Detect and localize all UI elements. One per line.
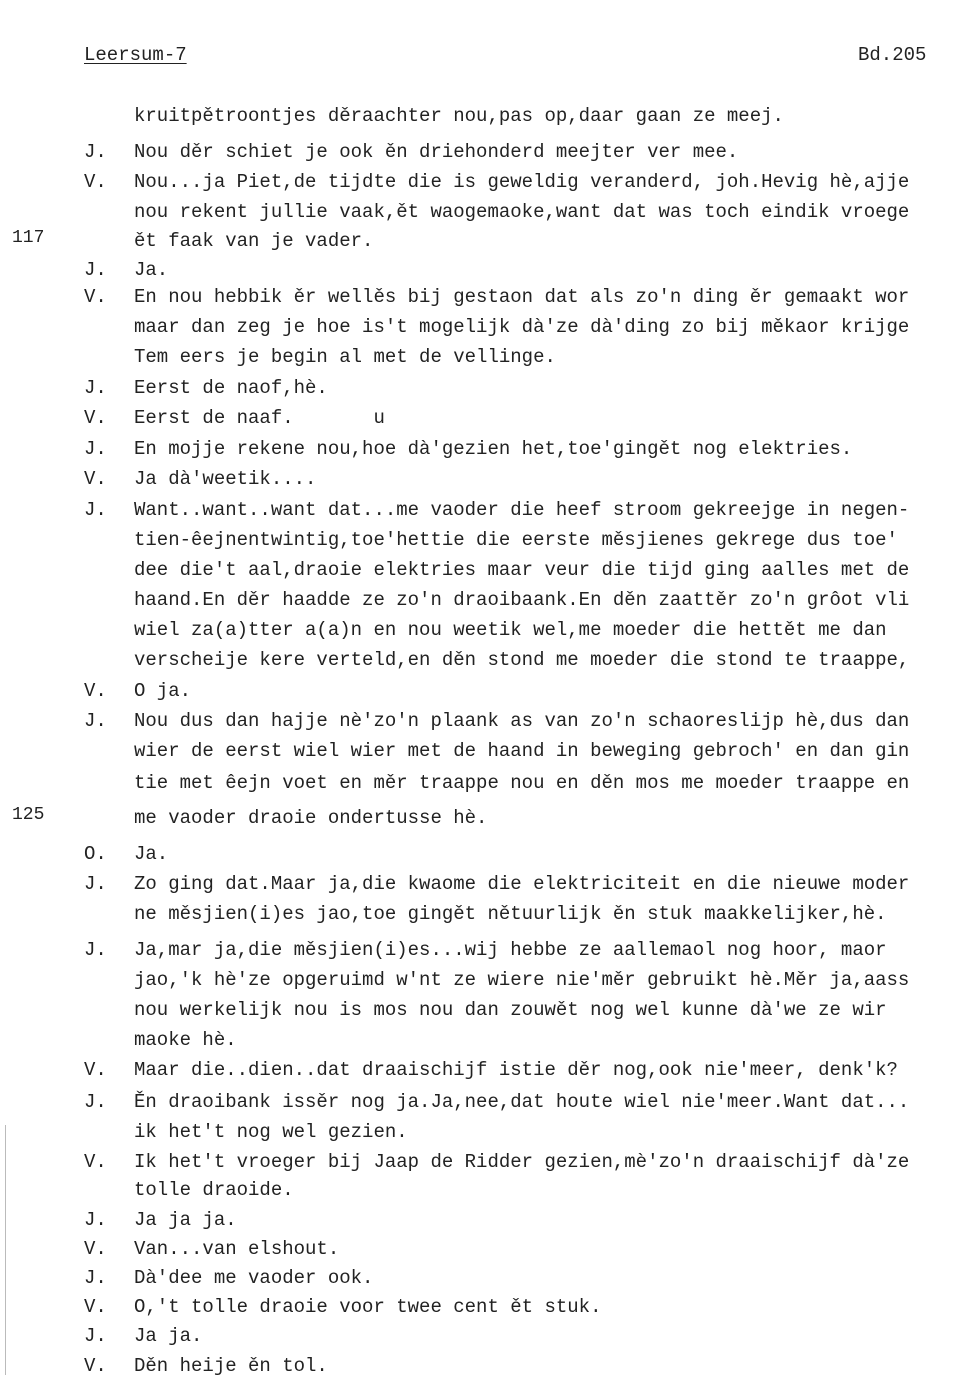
line-text: jao,'k hè'ze opgeruimd w'nt ze wiere nie'měr gebruikt hè.Měr ja,aass: [134, 969, 910, 991]
line-text: haand.En děr haadde ze zo'n draoibaank.En děn zaattěr zo'n grôot vli: [134, 589, 910, 611]
line-text: En mojje rekene nou,hoe dà'gezien het,toe'gingět nog elektries.: [134, 438, 853, 460]
speaker-label: O.: [84, 843, 107, 865]
margin-line-number: 125: [12, 805, 45, 825]
line-text: ět faak van je vader.: [134, 230, 374, 252]
transcript-line: [0, 103, 966, 129]
speaker-label: J.: [84, 1209, 107, 1231]
speaker-label: J.: [84, 873, 107, 895]
transcript-line: [0, 1236, 966, 1262]
transcript-line: [0, 497, 966, 523]
line-text: Ja,mar ja,die měsjien(i)es...wij hebbe ze aallemaol nog hoor, maor: [134, 939, 887, 961]
transcript-line: [0, 436, 966, 462]
line-text: kruitpětroontjes děraachter nou,pas op,daar gaan ze meej.: [134, 105, 784, 127]
line-text: Ja.: [134, 259, 169, 281]
line-text: maar dan zeg je hoe is't mogelijk dà'ze dà'ding zo bij měkaor krijge: [134, 316, 910, 338]
speaker-label: J.: [84, 1091, 107, 1113]
transcript-line: [0, 1057, 966, 1083]
line-text: nou werkelijk nou is mos nou dan zouwět nog wel kunne dà'we ze wir: [134, 999, 887, 1021]
transcript-line: [0, 770, 966, 796]
line-text: wier de eerst wiel wier met de haand in beweging gebroch' en dan gin: [134, 740, 910, 762]
transcript-line: [0, 257, 966, 283]
line-text: me vaoder draoie ondertusse hè.: [134, 807, 488, 829]
speaker-label: V.: [84, 468, 107, 490]
line-text: Eerst de naof,hè.: [134, 377, 328, 399]
line-text: wiel za(a)tter a(a)n en nou weetik wel,me moeder die hettět me dan: [134, 619, 887, 641]
speaker-label: J.: [84, 710, 107, 732]
margin-line-number: 117: [12, 228, 45, 248]
transcript-line: [0, 678, 966, 704]
line-text: Zo ging dat.Maar ja,die kwaome die elektriciteit en die nieuwe moder: [134, 873, 910, 895]
speaker-label: V.: [84, 1355, 107, 1377]
speaker-label: V.: [84, 286, 107, 308]
speaker-label: V.: [84, 1296, 107, 1318]
transcript-line: [0, 708, 966, 734]
line-text: Nou...ja Piet,de tijdte die is geweldig veranderd, joh.Hevig hè,ajje: [134, 171, 910, 193]
transcript-line: [0, 199, 966, 225]
transcript-line: [0, 1119, 966, 1145]
line-text: Want..want..want dat...me vaoder die heef stroom gekreejge in negen-: [134, 499, 910, 521]
transcript-line: [0, 997, 966, 1023]
line-text: dee die't aal,draoie elektries maar veur die tijd ging aalles met de: [134, 559, 910, 581]
line-text: Nou dus dan hajje nè'zo'n plaank as van zo'n schaoreslijp hè,dus dan: [134, 710, 910, 732]
transcript-line: [0, 527, 966, 553]
speaker-label: J.: [84, 141, 107, 163]
transcript-line: [0, 1323, 966, 1349]
speaker-label: V.: [84, 171, 107, 193]
speaker-label: V.: [84, 1238, 107, 1260]
line-text: Děn heije ěn tol.: [134, 1355, 328, 1377]
line-text: nou rekent jullie vaak,ět waogemaoke,want dat was toch eindik vroege: [134, 201, 910, 223]
transcript-line: [0, 284, 966, 310]
line-text: Ja.: [134, 843, 169, 865]
header-location: Leersum-7: [84, 44, 187, 66]
speaker-label: J.: [84, 438, 107, 460]
line-text: O,'t tolle draoie voor twee cent ět stuk.: [134, 1296, 602, 1318]
transcript-line: [0, 1265, 966, 1291]
transcript-line: [0, 169, 966, 195]
line-text: Van...van elshout.: [134, 1238, 340, 1260]
transcript-line: [0, 1207, 966, 1233]
speaker-label: V.: [84, 1151, 107, 1173]
transcript-line: [0, 1294, 966, 1320]
transcript-line: [0, 314, 966, 340]
line-text: ik het't nog wel gezien.: [134, 1121, 408, 1143]
transcript-line: [0, 937, 966, 963]
transcript-line: [0, 967, 966, 993]
line-text: Ja ja.: [134, 1325, 203, 1347]
transcript-line: [0, 1089, 966, 1115]
transcript-line: [0, 228, 966, 254]
transcript-line: [0, 405, 966, 431]
transcript-line: [0, 139, 966, 165]
line-text: Nou děr schiet je ook ěn driehonderd meejter ver mee.: [134, 141, 739, 163]
line-text: O ja.: [134, 680, 192, 702]
speaker-label: J.: [84, 1267, 107, 1289]
line-text: ne měsjien(i)es jao,toe gingět nětuurlijk ěn stuk maakkelijker,hè.: [134, 903, 887, 925]
transcript-line: [0, 1027, 966, 1053]
transcript-line: [0, 587, 966, 613]
transcript-line: [0, 1177, 966, 1203]
transcript-line: [0, 557, 966, 583]
line-text: Ěn draoibank issěr nog ja.Ja,nee,dat houte wiel nie'meer.Want dat...: [134, 1091, 910, 1113]
transcript-line: [0, 466, 966, 492]
line-text: maoke hè.: [134, 1029, 237, 1051]
transcript-line: [0, 841, 966, 867]
line-text: verscheije kere verteld,en děn stond me moeder die stond te traappe,: [134, 649, 910, 671]
speaker-label: V.: [84, 680, 107, 702]
transcript-line: [0, 647, 966, 673]
line-text: Eerst de naaf. u: [134, 407, 385, 429]
line-text: tie met êejn voet en měr traappe nou en děn mos me moeder traappe en: [134, 772, 910, 794]
transcript-line: [0, 805, 966, 831]
line-text: Tem eers je begin al met de vellinge.: [134, 346, 556, 368]
line-text: Maar die..dien..dat draaischijf istie děr nog,ook nie'meer, denk'k?: [134, 1059, 898, 1081]
line-text: Ik het't vroeger bij Jaap de Ridder gezien,mè'zo'n draaischijf dà'ze: [134, 1151, 910, 1173]
line-text: Ja dà'weetik....: [134, 468, 317, 490]
speaker-label: V.: [84, 1059, 107, 1081]
transcript-line: [0, 1353, 966, 1379]
speaker-label: J.: [84, 259, 107, 281]
transcript-line: [0, 344, 966, 370]
speaker-label: J.: [84, 939, 107, 961]
speaker-label: J.: [84, 377, 107, 399]
transcript-line: [0, 375, 966, 401]
transcript-line: [0, 617, 966, 643]
transcript-line: [0, 871, 966, 897]
transcript-line: [0, 901, 966, 927]
line-text: Dà'dee me vaoder ook.: [134, 1267, 374, 1289]
line-text: tolle draoide.: [134, 1179, 294, 1201]
speaker-label: V.: [84, 407, 107, 429]
speaker-label: J.: [84, 1325, 107, 1347]
line-text: En nou hebbik ěr wellěs bij gestaon dat als zo'n ding ěr gemaakt wor: [134, 286, 910, 308]
line-text: tien-êejnentwintig,toe'hettie die eerste měsjienes gekrege dus toe': [134, 529, 898, 551]
header-volume: Bd.205: [858, 44, 927, 66]
speaker-label: J.: [84, 499, 107, 521]
transcript-line: [0, 1149, 966, 1175]
line-text: Ja ja ja.: [134, 1209, 237, 1231]
transcript-line: [0, 738, 966, 764]
